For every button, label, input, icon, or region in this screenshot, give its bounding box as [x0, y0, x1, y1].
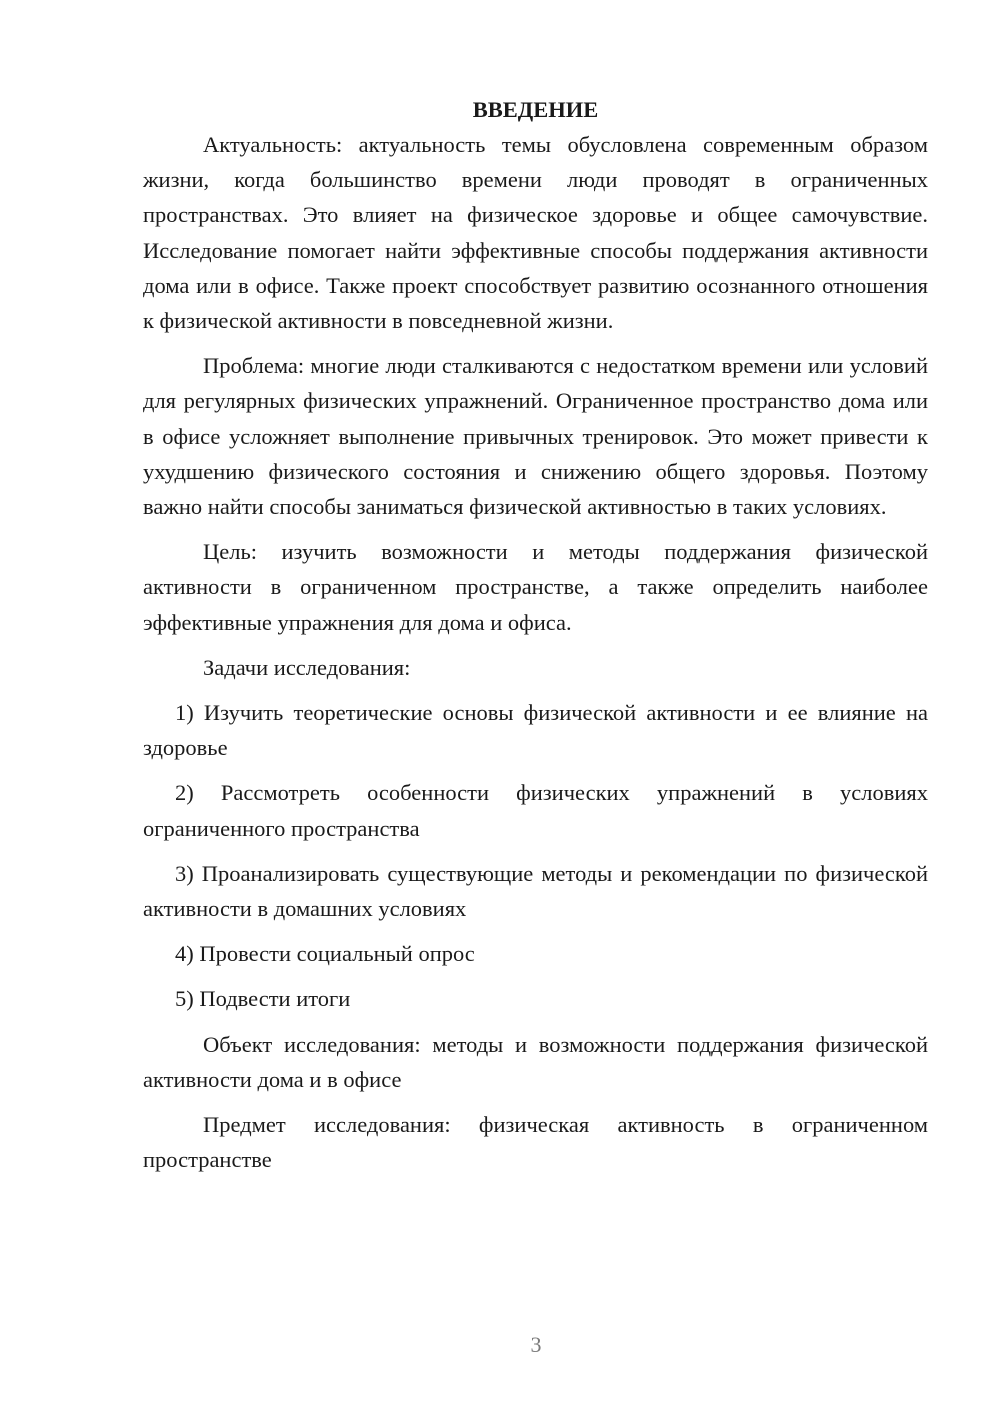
task-item-4: 4) Провести социальный опрос — [175, 941, 475, 967]
task-item-1: 1) Изучить теоретические основы физической активности и ее влияние на здоровье — [143, 700, 928, 761]
task-item-3: 3) Проанализировать существующие методы и рекомендации по физической активности в домашних условиях — [143, 860, 928, 922]
paragraph-object: Объект исследования: методы и возможности поддержания физической активности дома и в офисе — [143, 1031, 928, 1092]
paragraph-relevance: Актуальность: актуальность темы обусловлена современным образом жизни, когда большинство времени люди проводят в ограниченных пространствах. Это влияет на физическое здоровье и общее самочувствие. Исследование помогает найти эффективные способы поддержания активности дома или в офисе. Также проект способствует развитию осознанного отношения к физической активности в повседневной жизни. — [143, 132, 928, 334]
task-item-5: 5) Подвести итоги — [175, 986, 351, 1012]
section-heading: ВВЕДЕНИЕ — [472, 97, 599, 122]
tasks-heading: Задачи исследования: — [203, 654, 411, 680]
paragraph-subject: Предмет исследования: физическая активность в ограниченном пространстве — [143, 1112, 928, 1173]
paragraph-goal: Цель: изучить возможности и методы поддержания физической активности в ограниченном пространстве, а также определить наиболее эффективные упражнения для дома и офиса. — [143, 539, 928, 635]
document-page — [143, 92, 928, 1187]
paragraph-problem: Проблема: многие люди сталкиваются с недостатком времени или условий для регулярных физических упражнений. Ограниченное пространство дома или в офисе усложняет выполнение привычных тренировок. Это может привести к ухудшению физического состояния и снижению общего здоровья. Поэтому важно найти способы заниматься физической активностью в таких условиях. — [143, 353, 928, 520]
task-item-2: 2) Рассмотреть особенности физических упражнений в условиях ограниченного пространства — [143, 780, 928, 841]
page-number: 3 — [530, 1332, 542, 1357]
